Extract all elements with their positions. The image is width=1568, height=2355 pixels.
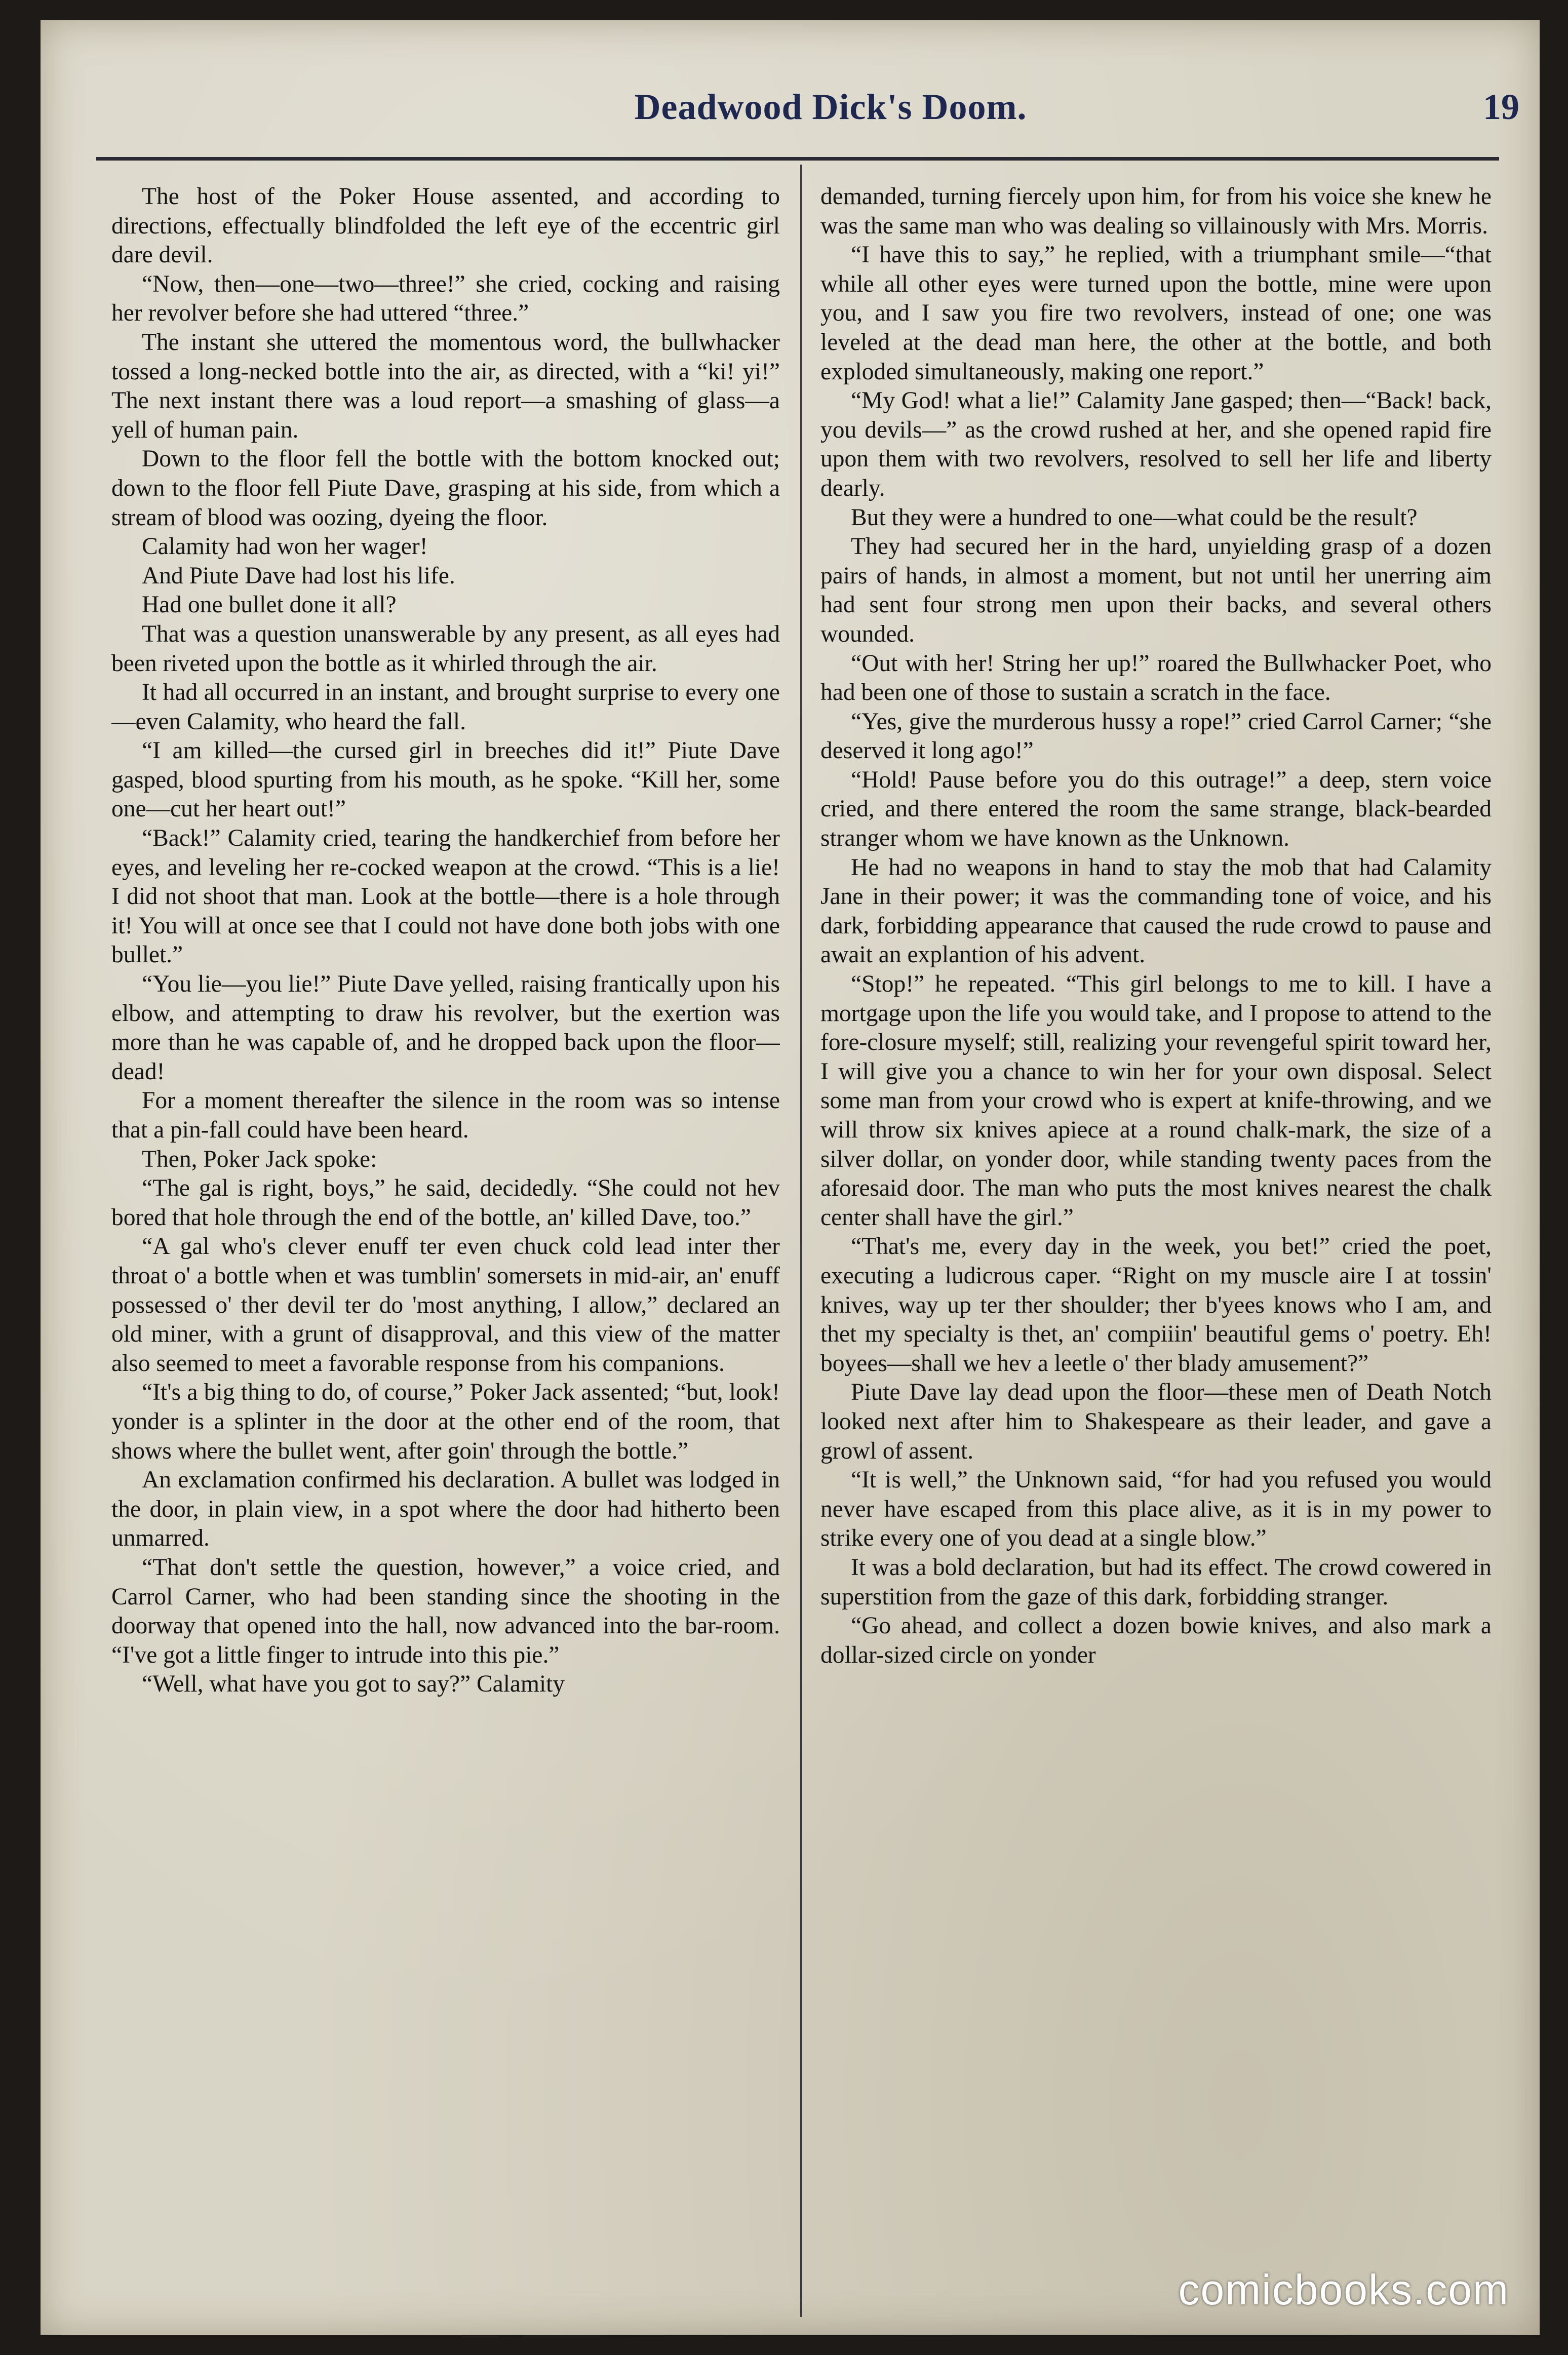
paragraph: He had no weapons in hand to stay the mob that had Calamity Jane in their power; it was the commanding tone of voice, and his dark, forbidding appearance that caused the rude crowd to pause and await an explantion of his advent.: [820, 854, 1492, 968]
page: [41, 20, 1540, 2335]
paragraph: “Back!” Calamity cried, tearing the handkerchief from before her eyes, and leveling her re-cocked weapon at the crowd. “This is a lie! I did not shoot that man. Look at the bottle—there is a hole through it! You will at once see that I could not have done both jobs with one bullet.”: [111, 825, 780, 968]
paragraph: “The gal is right, boys,” he said, decidedly. “She could not hev bored that hole through the end of the bottle, an' killed Dave, too.”: [111, 1175, 780, 1231]
paragraph: “A gal who's clever enuff ter even chuck cold lead inter ther throat o' a bottle when et was tumblin' somersets in mid-air, an' enuff possessed o' ther devil ter do 'most anything, I allow,” declared an old miner, with a grunt of disapproval, and this view of the matter also seemed to meet a favorable response from his companions.: [111, 1233, 780, 1377]
paragraph: It had all occurred in an instant, and brought surprise to every one—even Calamity, who heard the fall.: [111, 679, 780, 735]
paragraph: They had secured her in the hard, unyielding grasp of a dozen pairs of hands, in almost a moment, but not until her unerring aim had sent four strong men upon their backs, and several others wounded.: [820, 533, 1492, 647]
paragraph: “Go ahead, and collect a dozen bowie knives, and also mark a dollar-sized circle on yonder: [820, 1613, 1492, 1668]
paragraph: The host of the Poker House assented, and according to directions, effectually blindfolded the left eye of the eccentric girl dare devil.: [111, 183, 780, 268]
paragraph: Down to the floor fell the bottle with the bottom knocked out; down to the floor fell Piute Dave, grasping at his side, from which a stream of blood was oozing, dyeing the floor.: [111, 446, 780, 531]
column-divider: [800, 165, 802, 2317]
paragraph: Calamity had won her wager!: [142, 533, 428, 560]
right-column: [820, 182, 1492, 2320]
paragraph: “I have this to say,” he replied, with a triumphant smile—“that while all other eyes were turned upon the bottle, mine were upon you, and I saw you fire two revolvers, instead of one; one was leveled at the dead man here, the other at the bottle, and both exploded simultaneously, making one report.”: [820, 242, 1492, 385]
page-number: 19: [1483, 87, 1519, 127]
paragraph: That was a question unanswerable by any present, as all eyes had been riveted upon the bottle as it whirled through the air.: [111, 620, 780, 677]
paragraph: Had one bullet done it all?: [142, 592, 397, 618]
paragraph: It was a bold declaration, but had its effect. The crowd cowered in superstition from the gaze of this dark, forbidding stranger.: [820, 1554, 1492, 1610]
paragraph: “You lie—you lie!” Piute Dave yelled, raising frantically upon his elbow, and attempting to draw his revolver, but the exertion was more than he was capable of, and he dropped back upon the floor—dead!: [111, 971, 780, 1085]
paragraph: For a moment thereafter the silence in the room was so intense that a pin-fall could have been heard.: [111, 1087, 780, 1143]
left-column: [111, 182, 780, 2320]
paragraph: “Now, then—one—two—three!” she cried, cocking and raising her revolver before she had uttered “three.”: [111, 270, 780, 327]
page-title: Deadwood Dick's Doom.: [634, 87, 1027, 127]
header-rule: [96, 157, 1499, 161]
page-header: [41, 86, 1540, 142]
paragraph: “I am killed—the cursed girl in breeches did it!” Piute Dave gasped, blood spurting from his mouth, as he spoke. “Kill her, some one—cut her heart out!”: [111, 737, 780, 822]
paragraph: The instant she uttered the momentous word, the bullwhacker tossed a long-necked bottle into the air, as directed, with a “ki! yi!” The next instant there was a loud report—a smashing of glass—a yell of human pain.: [111, 329, 780, 443]
watermark: comicbooks.com: [1178, 2266, 1509, 2313]
paragraph: “That's me, every day in the week, you bet!” cried the poet, executing a ludicrous caper. “Right on my muscle aire I at tossin' knives, way up ter ther shoulder; ther b'yees knows who I am, and thet my specialty is thet, an' compiiin' beautiful gems o' poetry. Eh! boyees—shall we hev a leetle o' ther blady amusement?”: [820, 1233, 1492, 1377]
paragraph: “Hold! Pause before you do this outrage!” a deep, stern voice cried, and there entered the room the same strange, black-bearded stranger whom we have known as the Unknown.: [820, 766, 1492, 852]
paragraph: Piute Dave lay dead upon the floor—these men of Death Notch looked next after him to Shakespeare as their leader, and gave a growl of assent.: [820, 1379, 1492, 1464]
paragraph: demanded, turning fiercely upon him, for from his voice she knew he was the same man who was dealing so villainously with Mrs. Morris.: [820, 183, 1492, 239]
paragraph: Then, Poker Jack spoke:: [142, 1146, 377, 1172]
paragraph: “It is well,” the Unknown said, “for had you refused you would never have escaped from this place alive, as it is in my power to strike every one of you dead at a single blow.”: [820, 1467, 1492, 1552]
paragraph: “It's a big thing to do, of course,” Poker Jack assented; “but, look! yonder is a splinter in the door at the other end of the room, that shows where the bullet went, after goin' through the bottle.”: [111, 1379, 780, 1464]
paragraph: “Stop!” he repeated. “This girl belongs to me to kill. I have a mortgage upon the life you would take, and I propose to attend to the fore-closure myself; still, realizing your revengeful spirit toward her, I will give you a chance to win her for your own disposal. Select some man from your crowd who is expert at knife-throwing, and we will throw six knives apiece at a round chalk-mark, the size of a silver dollar, on yonder door, while standing twenty paces from the aforesaid door. The man who puts the most knives nearest the chalk center shall have the girl.”: [820, 971, 1492, 1231]
paragraph: “Out with her! String her up!” roared the Bullwhacker Poet, who had been one of those to sustain a scratch in the face.: [820, 650, 1492, 706]
paragraph: An exclamation confirmed his declaration. A bullet was lodged in the door, in plain view, in a spot where the door had hitherto been unmarred.: [111, 1467, 780, 1552]
paragraph: But they were a hundred to one—what could be the result?: [851, 504, 1418, 531]
paragraph: And Piute Dave had lost his life.: [142, 562, 455, 589]
paragraph: “Yes, give the murderous hussy a rope!” cried Carrol Carner; “she deserved it long ago!”: [820, 708, 1492, 764]
paragraph: “That don't settle the question, however,” a voice cried, and Carrol Carner, who had been standing since the shooting in the doorway that opened into the hall, now advanced into the bar-room. “I've got a little finger to intrude into this pie.”: [111, 1554, 780, 1668]
paragraph: “Well, what have you got to say?” Calamity: [142, 1671, 565, 1698]
paragraph: “My God! what a lie!” Calamity Jane gasped; then—“Back! back, you devils—” as the crowd rushed at her, and she opened rapid fire upon them with two revolvers, resolved to sell her life and liberty dearly.: [820, 387, 1492, 501]
